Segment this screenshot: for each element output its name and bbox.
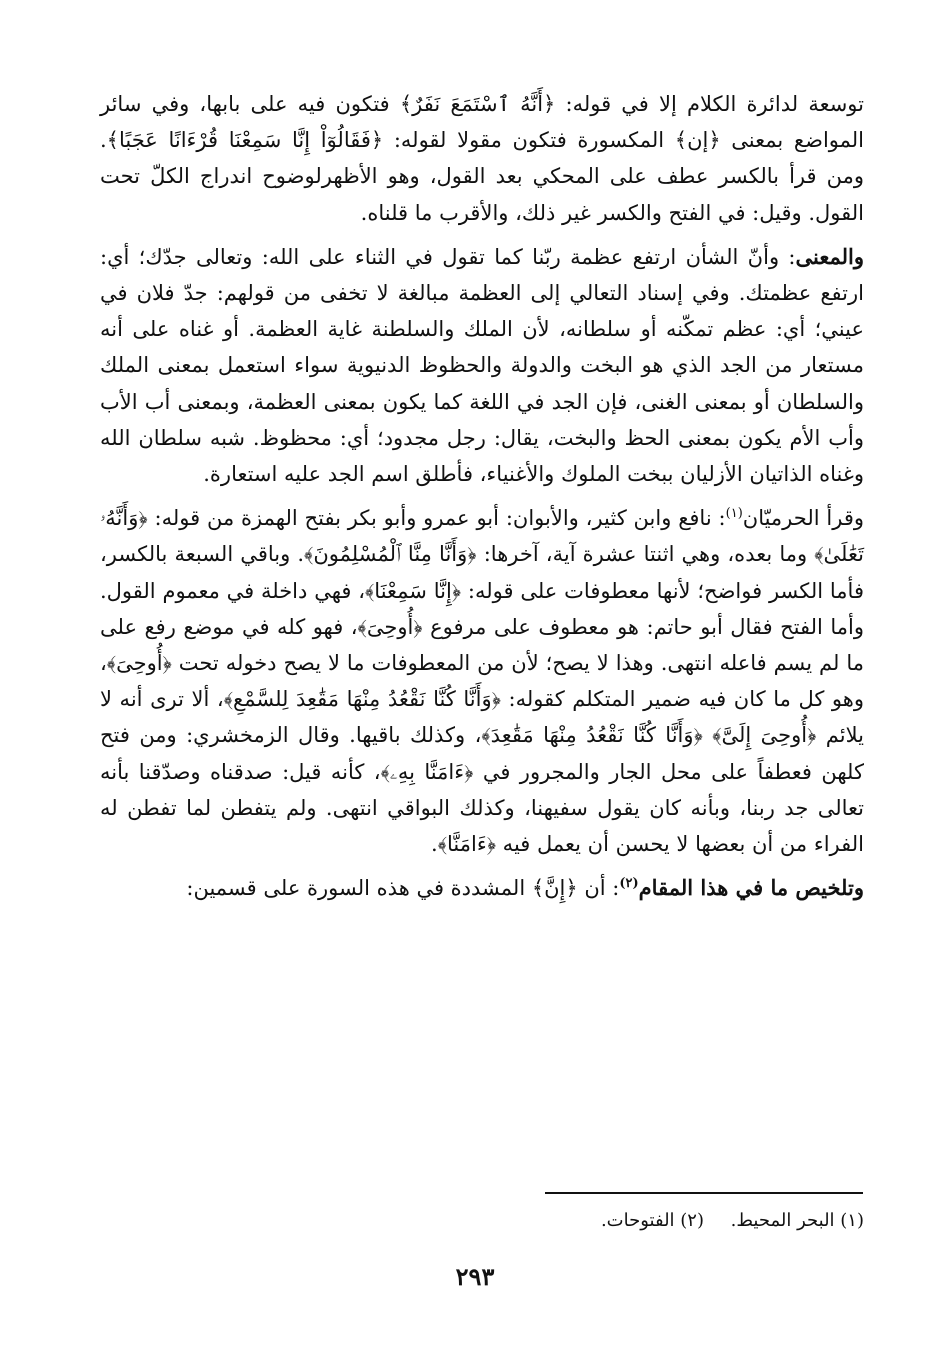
main-text: [100, 86, 864, 914]
paragraph-2-lead: والمعنى: [795, 243, 864, 269]
paragraph-4: [100, 870, 864, 906]
paragraph-3-opening: وقرأ الحرميّان: [742, 506, 865, 531]
paragraph-3: [100, 500, 864, 862]
paragraph-4-text: : أن ﴿إِنَّ﴾ المشددة في هذه السورة على قسمين:: [186, 876, 620, 901]
paragraph-2: [100, 239, 864, 492]
footnote-2: (٢) الفتوحات.: [600, 1210, 704, 1231]
page-number: ٢٩٣: [455, 1262, 495, 1291]
paragraph-4-lead: وتلخيص ما في هذا المقام: [638, 875, 864, 901]
footnote-ref-2: (٢): [619, 876, 639, 892]
paragraph-1: [100, 86, 864, 231]
footnote-1: (١) البحر المحيط.: [730, 1210, 864, 1231]
paragraph-3-text: : نافع وابن كثير، والأبوان: أبو عمرو وأبو بكر بفتح الهمزة من قوله: ﴿وَأَنَّهُۥ تَعَٰلَىٰ﴾ وما بعده، وهي اثنتا عشرة آية، آخرها: ﴿وَأَنَّا مِنَّا ٱلْمُسْلِمُونَ﴾. وباقي السبعة بالكسر، فأما الكسر فواضح؛ لأنها معطوفات على قوله: ﴿إِنَّا سَمِعْنَا﴾، فهي داخلة في معموم القول. وأما الفتح فقال أبو حاتم: هو معطوف على مرفوع ﴿أُوحِىَ﴾، فهو كله في موضع رفع على ما لم يسم فاعله انتهى. وهذا لا يصح؛ لأن من المعطوفات ما لا يصح دخوله تحت ﴿أُوحِىَ﴾، وهو كل ما كان فيه ضمير المتكلم كقوله: ﴿وَأَنَّا كُنَّا نَقْعُدُ مِنْهَا مَقَٰعِدَ لِلسَّمْعِ﴾، ألا ترى أنه لا يلائم ﴿أُوحِىَ إِلَىَّ﴾ ﴿وَأَنَّا كُنَّا نَقْعُدُ مِنْهَا مَقَٰعِدَ﴾، وكذلك باقيها. وقال الزمخشري: ومن فتح كلهن فعطفاً على محل الجار والمجرور في ﴿ءَامَنَّا بِهِۦ﴾، كأنه قيل: صدقناه وصدّقنا بأنه تعالى جد ربنا، وبأنه كان يقول سفيهنا، وكذلك البواقي انتهى. ولم يتفطن لما تفطن له الفراء من أن بعضها لا يحسن أن يعمل فيه ﴿ءَامَنَّا﴾.: [100, 506, 864, 857]
paragraph-2-text: : وأنّ الشأن ارتفع عظمة ربّنا كما تقول في الثناء على الله: وتعالى جدّك؛ أي: ارتفع عظمتك. وفي إسناد التعالي إلى العظمة مبالغة لا تخفى من قولهم: جدّ فلان في عيني؛ أي: عظم تمكّنه أو سلطانه، لأن الملك والسلطنة غاية العظمة. أو غناه على أنه مستعار من الجد الذي هو البخت والدولة والحظوظ الدنيوية سواء استعمل بمعنى الملك والسلطان أو بمعنى الغنى، فإن الجد في اللغة كما يكون بمعنى العظمة، وبمعنى أب الأب وأب الأم يكون بمعنى الحظ والبخت، يقال: رجل مجدود؛ أي: محظوظ. شبه سلطان الله وغناه الذاتيان الأزليان ببخت الملوك والأغنياء، فأطلق اسم الجد عليه استعارة.: [100, 244, 864, 487]
footnote-ref-1: (١): [725, 506, 743, 522]
paragraph-1-text: توسعة لدائرة الكلام إلا في قوله: ﴿أَنَّهُ ٱسْتَمَعَ نَفَرٌ﴾ فتكون فيه على بابها، وفي سائر المواضع بمعنى ﴿إن﴾ المكسورة فتكون مقولا لقوله: ﴿فَقَالُوٓاْ إِنَّا سَمِعْنَا قُرْءَانًا عَجَبًا﴾. ومن قرأ بالكسر عطف على المحكي بعد القول، وهو الأظهرلوضوح اندراج الكلّ تحت القول. وقيل: في الفتح والكسر غير ذلك، والأقرب ما قلناه.: [100, 92, 864, 225]
footnote-divider: [545, 1192, 863, 1194]
